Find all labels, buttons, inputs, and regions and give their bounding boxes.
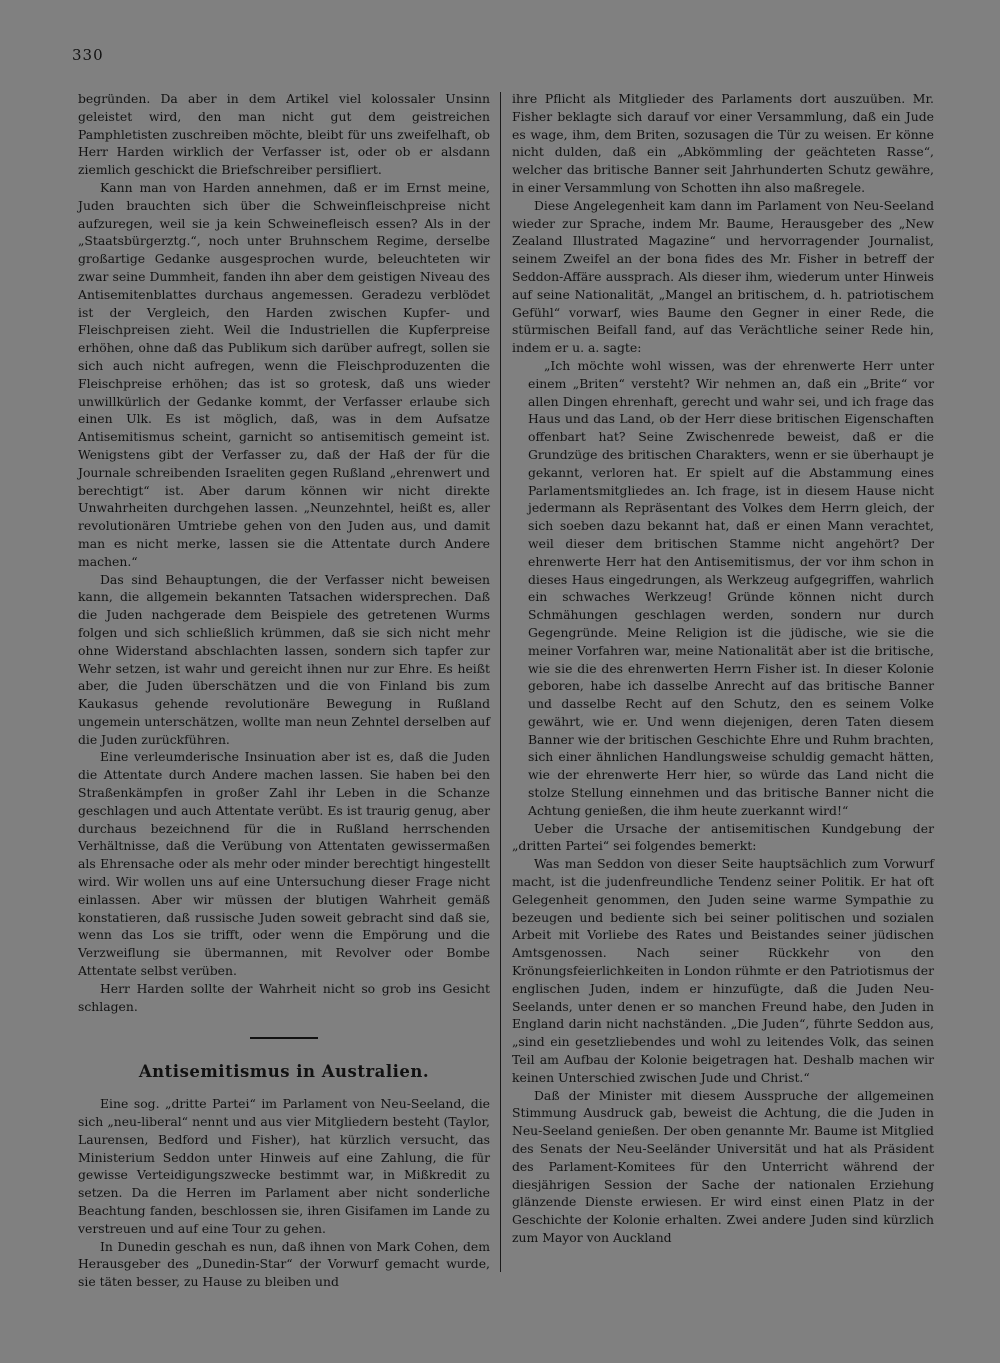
paragraph: In Dunedin geschah es nun, daß ihnen von Mark Cohen, dem Herausgeber des „Dunedin-Star“ der Vorwurf gemacht wurde, sie täten besser, zu Hause zu bleiben und [78, 1238, 490, 1290]
page-number: 330 [72, 46, 104, 64]
paragraph: Eine verleumderische Insinuation aber ist es, daß die Juden die Attentate durch Andere machen lassen. Sie haben bei den Straßenkämpfen in großer Zahl ihr Leben in die Schanze geschlagen und auch Attentate verübt. Es ist traurig genug, aber durchaus bezeichnend für die in Rußland herrschenden Verhältnisse, daß die Verübung von Attentaten gewissermaßen als Ehrensache oder als mehr oder minder berechtigt hingestellt wird. Wir wollen uns auf eine Untersuchung dieser Frage nicht einlassen. Aber wir müssen der blutigen Wahrheit gemäß konstatieren, daß russische Juden soweit gebracht sind daß sie, wenn das Los sie trifft, oder wenn die Empörung und die Verzweiflung sie übermannen, mit Revolver oder Bombe Attentate selbst verüben. [78, 749, 490, 979]
paragraph: begründen. Da aber in dem Artikel viel kolossaler Unsinn geleistet wird, den man nicht gut dem geistreichen Pamphletisten zuschreiben möchte, bleibt für uns zweifelhaft, ob Herr Harden wirklich der Verfasser ist, oder ob er alsdann ziemlich geschickt die Briefschreiber persifliert. [78, 91, 490, 178]
paragraph: Das sind Behauptungen, die der Verfasser nicht beweisen kann, die allgemein bekannten Tatsachen widersprechen. Daß die Juden nachgerade dem Beispiele des getretenen Wurms folgen und sich schließlich krümmen, daß sie sich nicht mehr ohne Widerstand abschlachten lassen, sondern sich tapfer zur Wehr setzen, ist wahr und gereicht ihnen nur zur Ehre. Es heißt aber, die Juden überschätzen und die von Finland bis zum Kaukasus gehende revolutionäre Bewegung in Rußland ungemein unterschätzen, wollte man neun Zehntel derselben auf die Juden zurückführen. [78, 571, 490, 747]
paragraph: Daß der Minister mit diesem Ausspruche der allgemeinen Stimmung Ausdruck gab, beweist die Achtung, die die Juden in Neu-Seeland genießen. Der oben genannte Mr. Baume ist Mitglied des Senats der Neu-Seeländer Universität und hat als Präsident des Parlament-Komitees für den Unterricht während der diesjährigen Session der Sache der nationalen Erziehung glänzende Dienste erwiesen. Er wird einst einen Platz in der Geschichte der Kolonie erhalten. Zwei andere Juden sind kürzlich zum Mayor von Auckland [512, 1087, 934, 1245]
block-quote: „Ich möchte wohl wissen, was der ehrenwerte Herr unter einem „Briten“ versteht? Wir nehmen an, daß ein „Brite“ vor allen Dingen ehrenhaft, gerecht und wahr sei, und ich frage das Haus und das Land, ob der Herr diese britischen Eigenschaften offenbart hat? Seine Zwischenrede beweist, daß er die Grundzüge des britischen Charakters, wenn er sie überhaupt je gekannt, verloren hat. Er spielt auf die Abstammung eines Parlamentsmitgliedes an. Ich frage, ist in diesem Hause nicht jedermann als Repräsentant des Volkes dem Herrn gleich, der sich soeben dazu bekannt hat, daß er einen Mann verachtet, weil dieser dem britischen Stamme nicht angehört? Der ehrenwerte Herr hat den Antisemitismus, der vor ihm schon in dieses Haus eingedrungen, als Werkzeug aufgegriffen, wahrlich ein schwaches Werkzeug! Gründe können nicht durch Schmähungen geschlagen werden, sondern nur durch Gegengründe. Meine Religion ist die jüdische, wie sie die meiner Vorfahren war, meine Nationalität aber ist die britische, wie sie die des ehrenwerten Herrn Fisher ist. In dieser Kolonie geboren, habe ich dasselbe Anrecht auf das britische Banner und dasselbe Recht auf den Schutz, den es seinem Volke gewährt, wie er. Und wenn diejenigen, deren Taten diesem Banner wie der britischen Geschichte Ehre und Ruhm brachten, sich einer ähnlichen Handlungsweise schuldig gemacht hätten, wie der ehrenwerte Herr hier, so würde das Land nicht die stolze Stellung einnehmen und das britische Banner nicht die Achtung genießen, die ihm heute zuerkannt wird!“ [528, 357, 934, 818]
paragraph: Eine sog. „dritte Partei“ im Parlament von Neu-Seeland, die sich „neu-liberal“ nennt und aus vier Mitgliedern besteht (Taylor, Laurensen, Bedford und Fisher), hat kürzlich versucht, das Ministerium Seddon unter Hinweis auf eine Zahlung, die für gewisse Verteidigungszwecke bestimmt war, in Mißkredit zu setzen. Da die Herren im Parlament aber nicht sonderliche Beachtung fanden, beschlossen sie, ihren Gisifamen im Lande zu verstreuen und auf eine Tour zu gehen. [78, 1096, 490, 1236]
paragraph: Kann man von Harden annehmen, daß er im Ernst meine, Juden brauchten sich über die Schweinfleischpreise nicht aufzuregen, weil sie ja kein Schweinefleisch essen? Als in der „Staatsbürgerztg.“, noch unter Bruhnschem Regime, derselbe großartige Gedanke ausgesprochen wurde, beleuchteten wir zwar seine Dummheit, fanden ihn aber dem geistigen Niveau des Antisemitenblattes durchaus angemessen. Geradezu verblödet ist der Vergleich, den Harden zwischen Kupfer- und Fleischpreisen zieht. Weil die Industriellen die Kupferpreise erhöhen, ohne daß das Publikum sich darüber aufregt, sollen sie sich auch nicht aufregen, wenn die Fleischproduzenten die Fleischpreise erhöhen; das ist so grotesk, daß uns wieder unwillkürlich der Gedanke kommt, der Verfasser erlaube sich einen Ulk. Es ist möglich, daß, was in dem Aufsatze Antisemitismus scheint, garnicht so antisemitisch gemeint ist. Wenigstens gibt der Verfasser zu, daß der Haß der für die Journale schreibenden Israeliten gegen Rußland „ehrenwert und berechtigt“ ist. Aber darum können wir nicht direkte Unwahrheiten durchgehen lassen. „Neunzehntel, heißt es, aller revolutionären Umtriebe gehen von den Juden aus, und damit man es nicht merke, lassen sie die Attentate durch Andere machen.“ [78, 179, 490, 569]
right-column [512, 90, 934, 1247]
section-divider [250, 1037, 318, 1039]
paragraph: Was man Seddon von dieser Seite hauptsächlich zum Vorwurf macht, ist die judenfreundliche Tendenz seiner Politik. Er hat oft Gelegenheit genommen, den Juden seine warme Sympathie zu bezeugen und bediente sich bei seiner politischen und sozialen Arbeit mit Vorliebe des Rates und Beistandes seiner jüdischen Amtsgenossen. Nach seiner Rückkehr von den Krönungsfeierlichkeiten in London rühmte er den Patriotismus der englischen Juden, indem er hinzufügte, daß die Juden Neu-Seelands, unter denen er so manchen Freund habe, den Juden in England darin nicht nachständen. „Die Juden“, führte Seddon aus, „sind ein gesetzliebendes und wohl zu leitendes Volk, das seinen Teil am Aufbau der Kolonie beigetragen hat. Deshalb machen wir keinen Unterschied zwischen Jude und Christ.“ [512, 856, 934, 1085]
paragraph: ihre Pflicht als Mitglieder des Parlaments dort auszuüben. Mr. Fisher beklagte sich darauf vor einer Versammlung, daß ein Jude es wage, ihm, dem Briten, sozusagen die Tür zu weisen. Er könne nicht dulden, daß ein „Abkömmling der geächteten Rasse“, welcher das britische Banner seit Jahrhunderten Schutz gewähre, in einer Versammlung von Schotten ihn also maßregele. [512, 91, 934, 195]
section-title: Antisemitismus in Australien. [138, 1062, 430, 1082]
column-rule [500, 92, 501, 1272]
paragraph: Herr Harden sollte der Wahrheit nicht so grob ins Gesicht schlagen. [78, 980, 490, 1014]
paragraph: Ueber die Ursache der antisemitischen Kundgebung der „dritten Partei“ sei folgendes bemerkt: [512, 820, 934, 854]
left-column [78, 90, 490, 1291]
paragraph: Diese Angelegenheit kam dann im Parlament von Neu-Seeland wieder zur Sprache, indem Mr. Baume, Herausgeber des „New Zealand Illustrated Magazine“ und hervorragender Journalist, seinem Zweifel an der bona fides des Mr. Fisher in betreff der Seddon-Affäre aussprach. Als dieser ihm, wiederum unter Hinweis auf seine Nationalität, „Mangel an britischem, d. h. patriotischem Gefühl“ vorwarf, wies Baume den Gegner in einer Rede, die stürmischen Beifall fand, auf das Verächtliche seiner Rede hin, indem er u. a. sagte: [512, 197, 934, 356]
